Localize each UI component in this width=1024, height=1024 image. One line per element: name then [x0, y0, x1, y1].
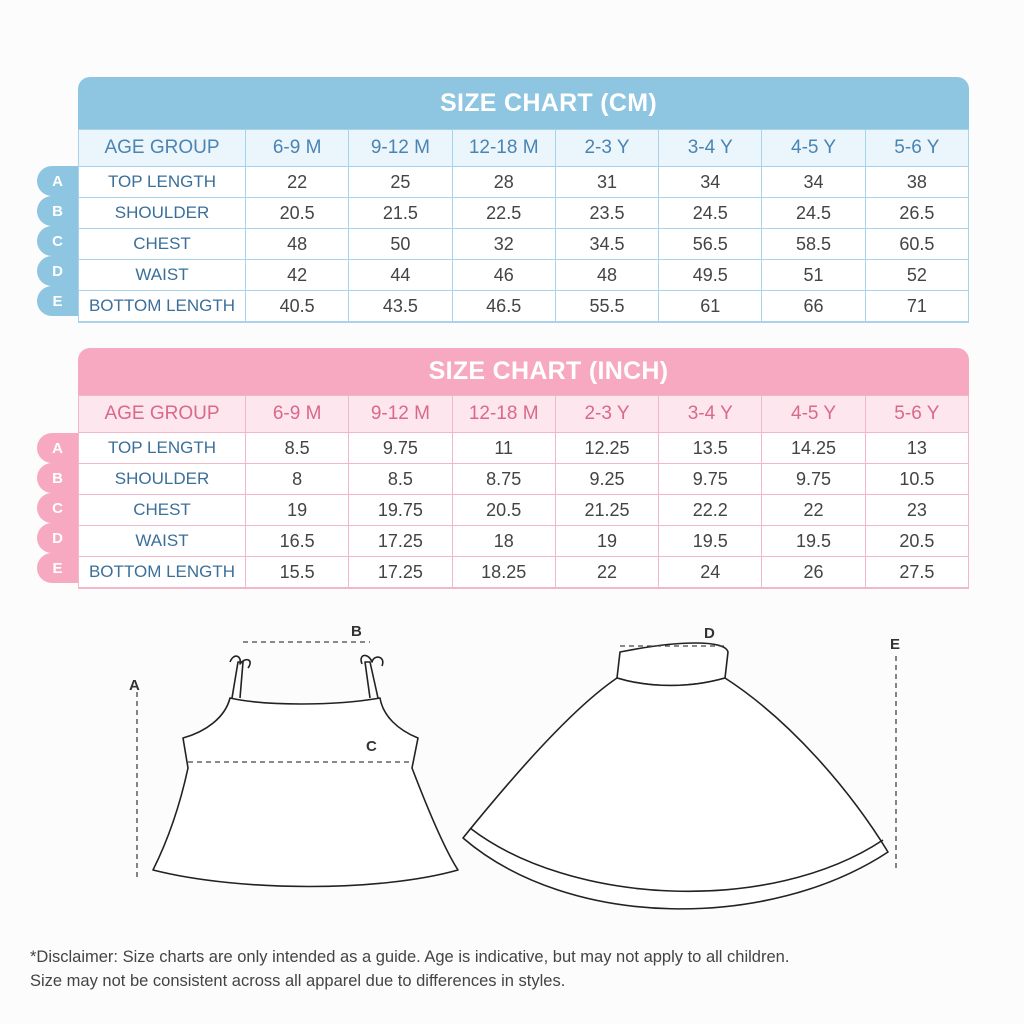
- size-value-cell: 16.5: [246, 526, 349, 557]
- table-row: [79, 433, 969, 464]
- size-value-cell: 23: [865, 495, 968, 526]
- chart-title: SIZE CHART (INCH): [78, 348, 969, 395]
- header-row: [79, 130, 969, 167]
- size-value-cell: 27.5: [865, 557, 968, 589]
- size-value-cell: 19.75: [349, 495, 452, 526]
- size-value-cell: 44: [349, 260, 452, 291]
- measurement-label: TOP LENGTH: [79, 167, 246, 198]
- size-chart-inch: [78, 348, 969, 589]
- age-column-header: 6-9 M: [246, 396, 349, 433]
- size-value-cell: 9.75: [762, 464, 865, 495]
- top-garment: [153, 655, 458, 886]
- size-value-cell: 20.5: [865, 526, 968, 557]
- size-value-cell: 46.5: [452, 291, 555, 323]
- measurement-label: WAIST: [79, 260, 246, 291]
- table-row: [79, 291, 969, 323]
- row-letter-d: D: [37, 256, 78, 286]
- age-group-header: AGE GROUP: [79, 396, 246, 433]
- size-value-cell: 32: [452, 229, 555, 260]
- measurement-label: TOP LENGTH: [79, 433, 246, 464]
- size-value-cell: 31: [555, 167, 658, 198]
- size-value-cell: 22.2: [659, 495, 762, 526]
- age-column-header: 3-4 Y: [659, 130, 762, 167]
- measurement-label: BOTTOM LENGTH: [79, 557, 246, 589]
- row-letter-e: E: [37, 286, 78, 316]
- size-value-cell: 52: [865, 260, 968, 291]
- measurement-label: BOTTOM LENGTH: [79, 291, 246, 323]
- inch-row-letters: [37, 433, 78, 583]
- size-table: [78, 129, 969, 323]
- row-letter-a: A: [37, 433, 78, 463]
- size-value-cell: 11: [452, 433, 555, 464]
- table-row: [79, 526, 969, 557]
- age-column-header: 9-12 M: [349, 396, 452, 433]
- size-value-cell: 22: [762, 495, 865, 526]
- measurement-label: SHOULDER: [79, 464, 246, 495]
- size-value-cell: 46: [452, 260, 555, 291]
- row-letter-b: B: [37, 196, 78, 226]
- size-value-cell: 8.75: [452, 464, 555, 495]
- size-value-cell: 13: [865, 433, 968, 464]
- size-value-cell: 38: [865, 167, 968, 198]
- size-value-cell: 8.5: [349, 464, 452, 495]
- age-column-header: 5-6 Y: [865, 130, 968, 167]
- row-letter-b: B: [37, 463, 78, 493]
- size-value-cell: 22: [246, 167, 349, 198]
- age-column-header: 5-6 Y: [865, 396, 968, 433]
- row-letter-c: C: [37, 493, 78, 523]
- size-value-cell: 42: [246, 260, 349, 291]
- measurement-label: SHOULDER: [79, 198, 246, 229]
- measure-label-d: D: [704, 625, 715, 642]
- size-value-cell: 20.5: [452, 495, 555, 526]
- row-letter-a: A: [37, 166, 78, 196]
- size-value-cell: 55.5: [555, 291, 658, 323]
- size-value-cell: 19.5: [762, 526, 865, 557]
- size-value-cell: 12.25: [555, 433, 658, 464]
- age-column-header: 3-4 Y: [659, 396, 762, 433]
- garment-measurement-diagram: [0, 600, 1024, 940]
- age-column-header: 4-5 Y: [762, 130, 865, 167]
- age-column-header: 2-3 Y: [555, 396, 658, 433]
- size-value-cell: 48: [246, 229, 349, 260]
- size-value-cell: 28: [452, 167, 555, 198]
- size-value-cell: 24.5: [762, 198, 865, 229]
- skirt-garment: [463, 643, 888, 909]
- size-value-cell: 60.5: [865, 229, 968, 260]
- size-value-cell: 15.5: [246, 557, 349, 589]
- size-value-cell: 49.5: [659, 260, 762, 291]
- measurement-label: CHEST: [79, 495, 246, 526]
- table-row: [79, 229, 969, 260]
- size-value-cell: 24: [659, 557, 762, 589]
- age-group-header: AGE GROUP: [79, 130, 246, 167]
- size-chart-cm: [78, 77, 969, 323]
- age-column-header: 2-3 Y: [555, 130, 658, 167]
- size-value-cell: 8.5: [246, 433, 349, 464]
- measure-label-c: C: [366, 738, 377, 755]
- table-row: [79, 464, 969, 495]
- age-column-header: 9-12 M: [349, 130, 452, 167]
- size-value-cell: 9.75: [659, 464, 762, 495]
- row-letter-c: C: [37, 226, 78, 256]
- measure-label-b: B: [351, 623, 362, 640]
- age-column-header: 12-18 M: [452, 130, 555, 167]
- size-value-cell: 17.25: [349, 526, 452, 557]
- header-row: [79, 396, 969, 433]
- size-value-cell: 21.25: [555, 495, 658, 526]
- size-value-cell: 23.5: [555, 198, 658, 229]
- age-column-header: 12-18 M: [452, 396, 555, 433]
- disclaimer-line-1: *Disclaimer: Size charts are only intended as a guide. Age is indicative, but may not apply to all children.: [30, 948, 790, 966]
- size-value-cell: 26: [762, 557, 865, 589]
- table-row: [79, 167, 969, 198]
- size-value-cell: 19: [246, 495, 349, 526]
- table-row: [79, 495, 969, 526]
- measure-label-e: E: [890, 636, 901, 653]
- size-value-cell: 50: [349, 229, 452, 260]
- size-value-cell: 22: [555, 557, 658, 589]
- size-value-cell: 26.5: [865, 198, 968, 229]
- size-value-cell: 9.75: [349, 433, 452, 464]
- table-row: [79, 198, 969, 229]
- disclaimer-line-2: Size may not be consistent across all apparel due to differences in styles.: [30, 972, 566, 990]
- size-value-cell: 58.5: [762, 229, 865, 260]
- size-value-cell: 19.5: [659, 526, 762, 557]
- size-value-cell: 24.5: [659, 198, 762, 229]
- size-value-cell: 10.5: [865, 464, 968, 495]
- size-value-cell: 48: [555, 260, 658, 291]
- size-value-cell: 17.25: [349, 557, 452, 589]
- size-value-cell: 18.25: [452, 557, 555, 589]
- age-column-header: 4-5 Y: [762, 396, 865, 433]
- size-value-cell: 43.5: [349, 291, 452, 323]
- size-value-cell: 71: [865, 291, 968, 323]
- size-value-cell: 25: [349, 167, 452, 198]
- size-value-cell: 34: [659, 167, 762, 198]
- size-table: [78, 395, 969, 589]
- measurement-label: CHEST: [79, 229, 246, 260]
- size-value-cell: 34: [762, 167, 865, 198]
- size-value-cell: 51: [762, 260, 865, 291]
- size-value-cell: 18: [452, 526, 555, 557]
- size-value-cell: 19: [555, 526, 658, 557]
- size-value-cell: 61: [659, 291, 762, 323]
- measure-label-a: A: [129, 677, 140, 694]
- size-value-cell: 40.5: [246, 291, 349, 323]
- table-row: [79, 260, 969, 291]
- age-column-header: 6-9 M: [246, 130, 349, 167]
- size-value-cell: 66: [762, 291, 865, 323]
- size-value-cell: 22.5: [452, 198, 555, 229]
- table-row: [79, 557, 969, 589]
- size-value-cell: 14.25: [762, 433, 865, 464]
- size-value-cell: 13.5: [659, 433, 762, 464]
- size-value-cell: 8: [246, 464, 349, 495]
- cm-row-letters: [37, 166, 78, 316]
- row-letter-e: E: [37, 553, 78, 583]
- size-value-cell: 9.25: [555, 464, 658, 495]
- measurement-label: WAIST: [79, 526, 246, 557]
- size-value-cell: 56.5: [659, 229, 762, 260]
- size-value-cell: 21.5: [349, 198, 452, 229]
- row-letter-d: D: [37, 523, 78, 553]
- chart-title: SIZE CHART (CM): [78, 77, 969, 129]
- size-value-cell: 34.5: [555, 229, 658, 260]
- size-value-cell: 20.5: [246, 198, 349, 229]
- disclaimer: [30, 945, 990, 993]
